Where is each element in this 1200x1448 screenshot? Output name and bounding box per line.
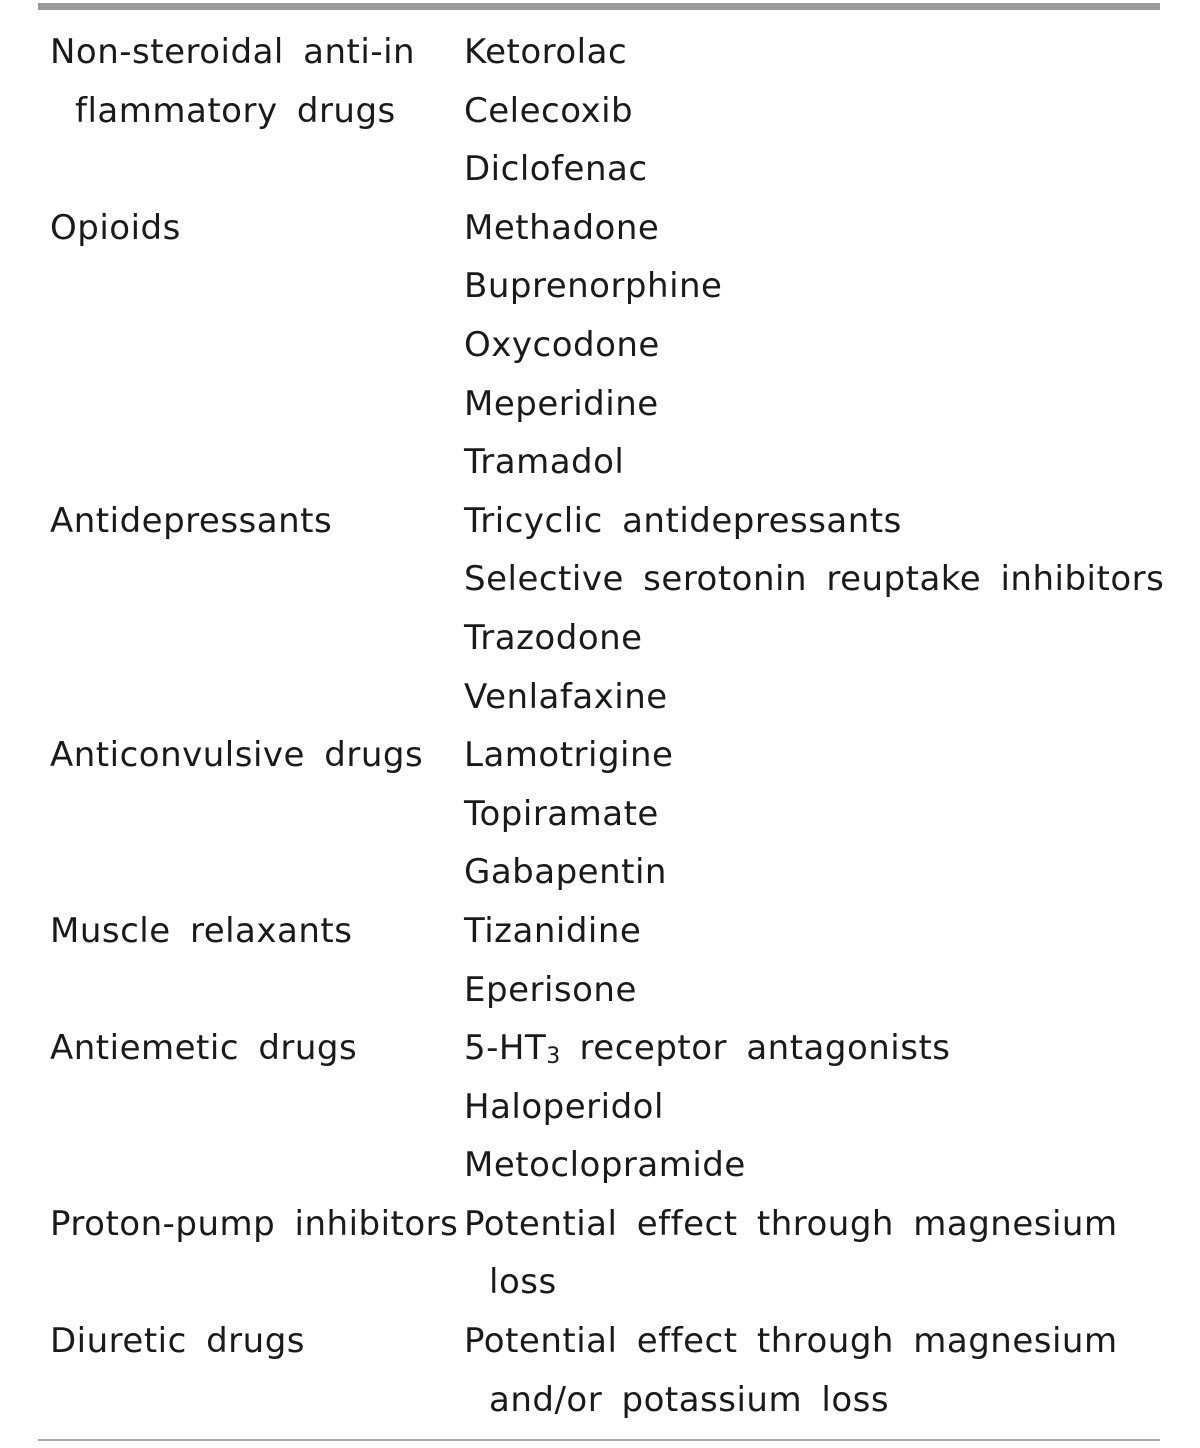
drug-item-suffix: receptor antagonists <box>560 1028 951 1069</box>
drug-item: Meperidine <box>464 383 659 424</box>
drug-item: Trazodone <box>464 617 643 658</box>
category-label: Non-steroidal anti-in <box>50 32 416 72</box>
drug-list <box>464 1019 1200 1195</box>
drug-item: Celecoxib <box>464 90 634 131</box>
table-row <box>0 1019 1200 1195</box>
drug-list <box>464 1312 1200 1429</box>
drug-item: Methadone <box>464 207 660 248</box>
table-row <box>0 492 1200 726</box>
table-row <box>0 902 1200 1019</box>
category-cell <box>0 1195 464 1254</box>
drug-item: Buprenorphine <box>464 266 723 307</box>
drug-item: Haloperidol <box>464 1086 664 1127</box>
category-label: Antiemetic drugs <box>50 1028 358 1069</box>
category-label: Muscle relaxants <box>50 910 353 951</box>
drug-table <box>0 23 1200 1429</box>
table-row <box>0 199 1200 492</box>
drug-item: Gabapentin <box>464 852 667 893</box>
category-cell <box>0 23 464 140</box>
drug-item-continuation: and/or potassium loss <box>489 1379 890 1420</box>
subscript-3: 3 <box>546 1044 561 1070</box>
drug-item: Selective serotonin reuptake inhibitors <box>464 559 1165 600</box>
table-row <box>0 1312 1200 1429</box>
category-cell <box>0 1019 464 1078</box>
category-label: Proton-pump inhibitors <box>50 1203 459 1244</box>
drug-list <box>464 726 1200 902</box>
category-label: Diuretic drugs <box>50 1321 306 1362</box>
drug-item: Venlafaxine <box>464 676 668 717</box>
drug-item-5ht3 <box>464 1019 1200 1078</box>
table-row <box>0 23 1200 199</box>
category-cell <box>0 902 464 961</box>
category-label-continuation: flammatory drugs <box>75 90 396 131</box>
category-cell <box>0 199 464 258</box>
category-cell <box>0 1312 464 1371</box>
drug-item: Topiramate <box>464 793 659 834</box>
drug-item: Diclofenac <box>464 149 648 190</box>
drug-item: Potential effect through magnesium <box>464 1203 1118 1244</box>
drug-item: Tramadol <box>464 442 625 483</box>
drug-list <box>464 902 1200 1019</box>
drug-item: Tricyclic antidepressants <box>464 500 902 541</box>
drug-list <box>464 199 1200 492</box>
table-row <box>0 1195 1200 1312</box>
drug-item: Lamotrigine <box>464 735 674 776</box>
drug-item-continuation: loss <box>489 1262 557 1303</box>
category-label: Antidepressants <box>50 500 333 541</box>
drug-item: Oxycodone <box>464 324 660 365</box>
drug-list <box>464 23 1200 199</box>
drug-list <box>464 1195 1200 1312</box>
drug-item: Ketorolac <box>464 32 628 72</box>
drug-item: Eperisone <box>464 969 637 1010</box>
table-top-rule <box>38 3 1160 10</box>
category-label: Opioids <box>50 207 181 248</box>
drug-item-prefix: 5-HT <box>464 1028 547 1069</box>
drug-item: Tizanidine <box>464 910 642 951</box>
drug-list <box>464 492 1200 726</box>
table-bottom-rule <box>38 1439 1160 1441</box>
drug-item: Metoclopramide <box>464 1145 746 1186</box>
category-cell <box>0 492 464 551</box>
table-row <box>0 726 1200 902</box>
category-cell <box>0 726 464 785</box>
category-label: Anticonvulsive drugs <box>50 735 424 776</box>
drug-item: Potential effect through magnesium <box>464 1321 1118 1362</box>
